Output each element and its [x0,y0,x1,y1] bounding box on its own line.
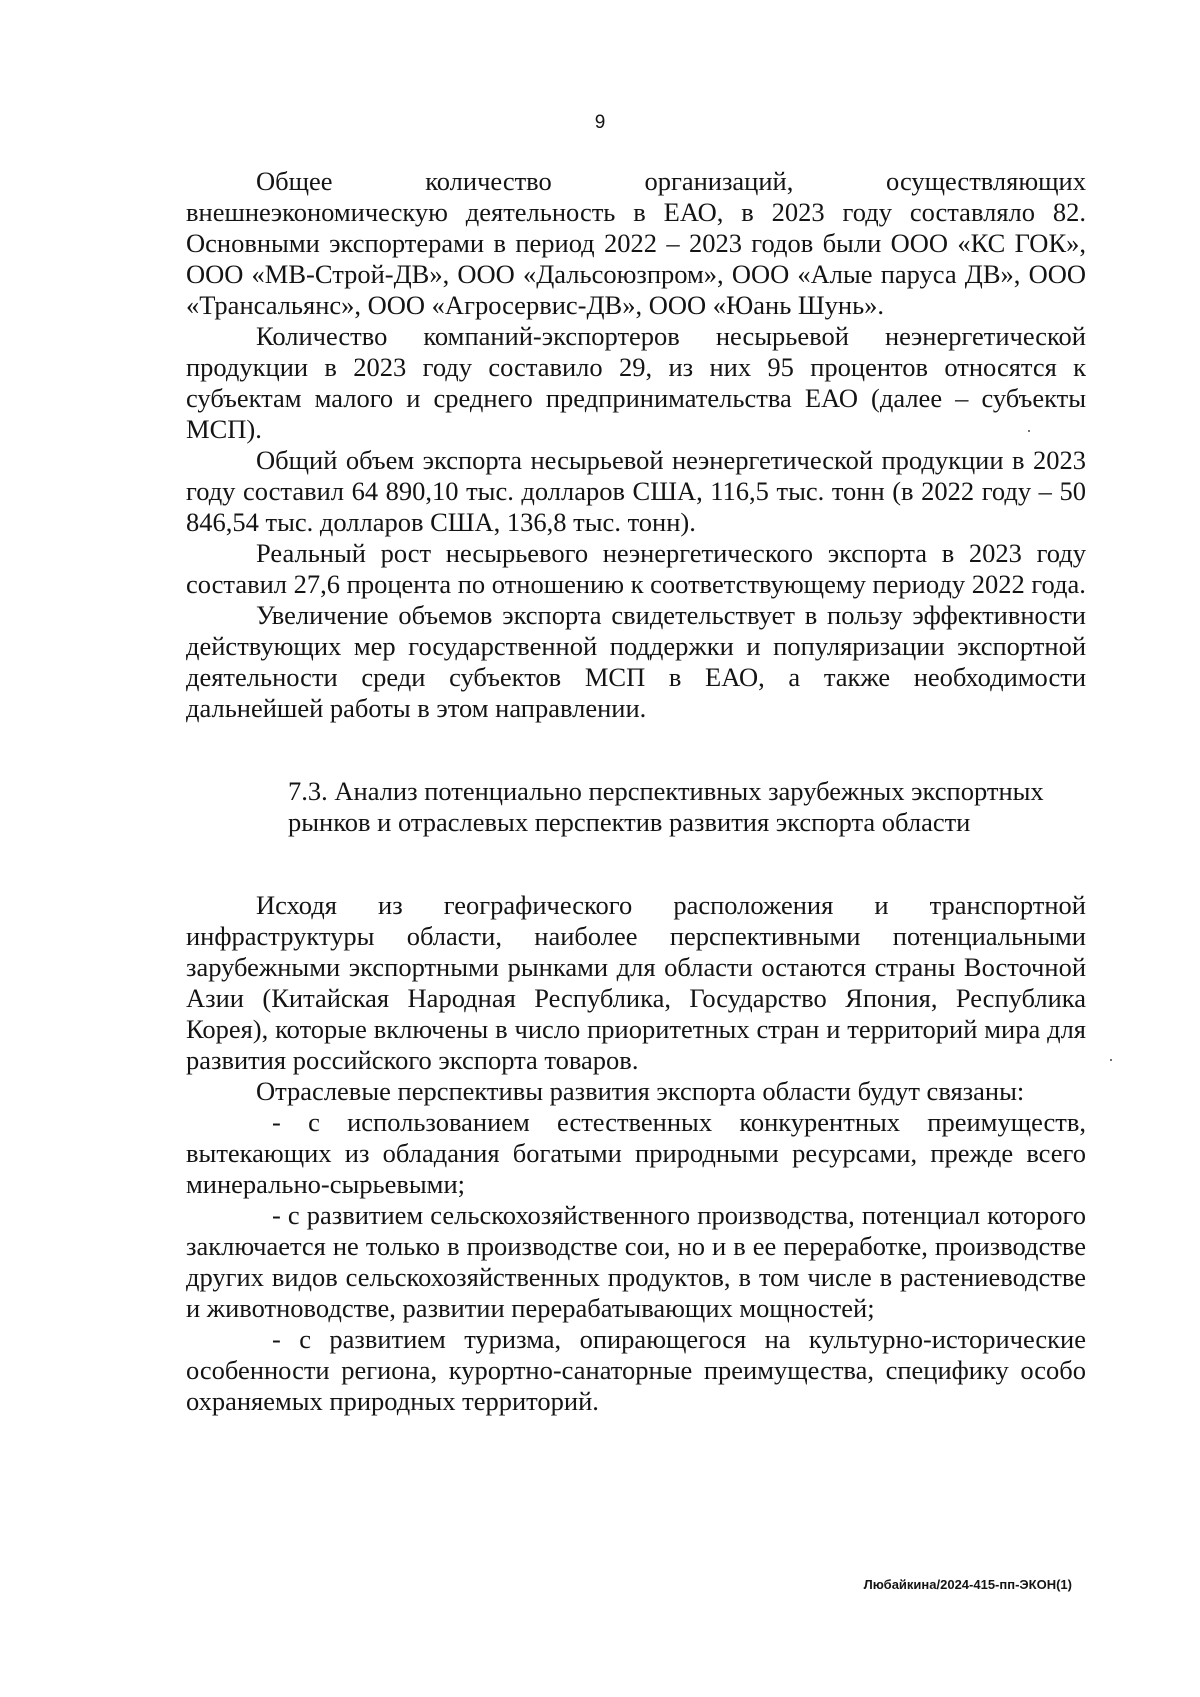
list-item: - с развитием сельскохозяйственного производства, потенциал которого заключается не только в производстве сои, но и в ее переработке, производстве других видов сельскохозяйственных продуктов, в том числе в растениеводстве и животноводстве, развитии перерабатывающих мощностей; [186,1200,1086,1323]
list-item: - с использованием естественных конкурентных преимуществ, вытекающих из обладания богатыми природными ресурсами, прежде всего минерально-сырьевыми; [186,1107,1086,1199]
section-heading: 7.3. Анализ потенциально перспективных зарубежных экспортных рынков и отраслевых перспектив развития экспорта области [288,776,1044,837]
paragraph-exporters-count: Общее количество организаций, осуществляющих внешнеэкономическую деятельность в ЕАО, в 2023 году составляло 82. Основными экспортерами в период 2022 – 2023 годов были ООО «КС ГОК», ООО «МВ-Строй-ДВ», ООО «Дальсоюзпром», ООО «Алые паруса ДВ», ООО «Трансальянс», ООО «Агросервис-ДВ», ООО «Юань Шунь». [186,166,1086,320]
paragraph-export-volume: Общий объем экспорта несырьевой неэнергетической продукции в 2023 году составил 64 890,10 тыс. долларов США, 116,5 тыс. тонн (в 2022 году – 50 846,54 тыс. долларов США, 136,8 тыс. тонн). [186,445,1086,537]
paragraph-sector-prospects: Отраслевые перспективы развития экспорта области будут связаны: [256,1076,1025,1106]
page-number: 9 [594,112,606,133]
document-registration-code: Любайкина/2024-415-пп-ЭКОН(1) [863,1577,1072,1592]
scan-speck [1028,430,1030,432]
paragraph-export-growth: Реальный рост несырьевого неэнергетического экспорта в 2023 году составил 27,6 процента по отношению к соответствующему периоду 2022 года. [186,538,1086,599]
document-body [186,166,1086,1417]
paragraph-msp-exporters: Количество компаний-экспортеров несырьевой неэнергетической продукции в 2023 году составило 29, из них 95 процентов относятся к субъектам малого и среднего предпринимательства ЕАО (далее – субъекты МСП). [186,321,1086,444]
scan-speck [1110,1059,1112,1061]
list-item: - с развитием туризма, опирающегося на культурно-исторические особенности региона, курортно-санаторные преимущества, специфику особо охраняемых природных территорий. [186,1324,1086,1416]
paragraph-prospective-markets: Исходя из географического расположения и транспортной инфраструктуры области, наиболее перспективными потенциальными зарубежными экспортными рынками для области остаются страны Восточной Азии (Китайская Народная Республика, Государство Япония, Республика Корея), которые включены в число приоритетных стран и территорий мира для развития российского экспорта товаров. [186,890,1086,1075]
paragraph-export-support: Увеличение объемов экспорта свидетельствует в пользу эффективности действующих мер государственной поддержки и популяризации экспортной деятельности среди субъектов МСП в ЕАО, а также необходимости дальнейшей работы в этом направлении. [186,600,1086,723]
